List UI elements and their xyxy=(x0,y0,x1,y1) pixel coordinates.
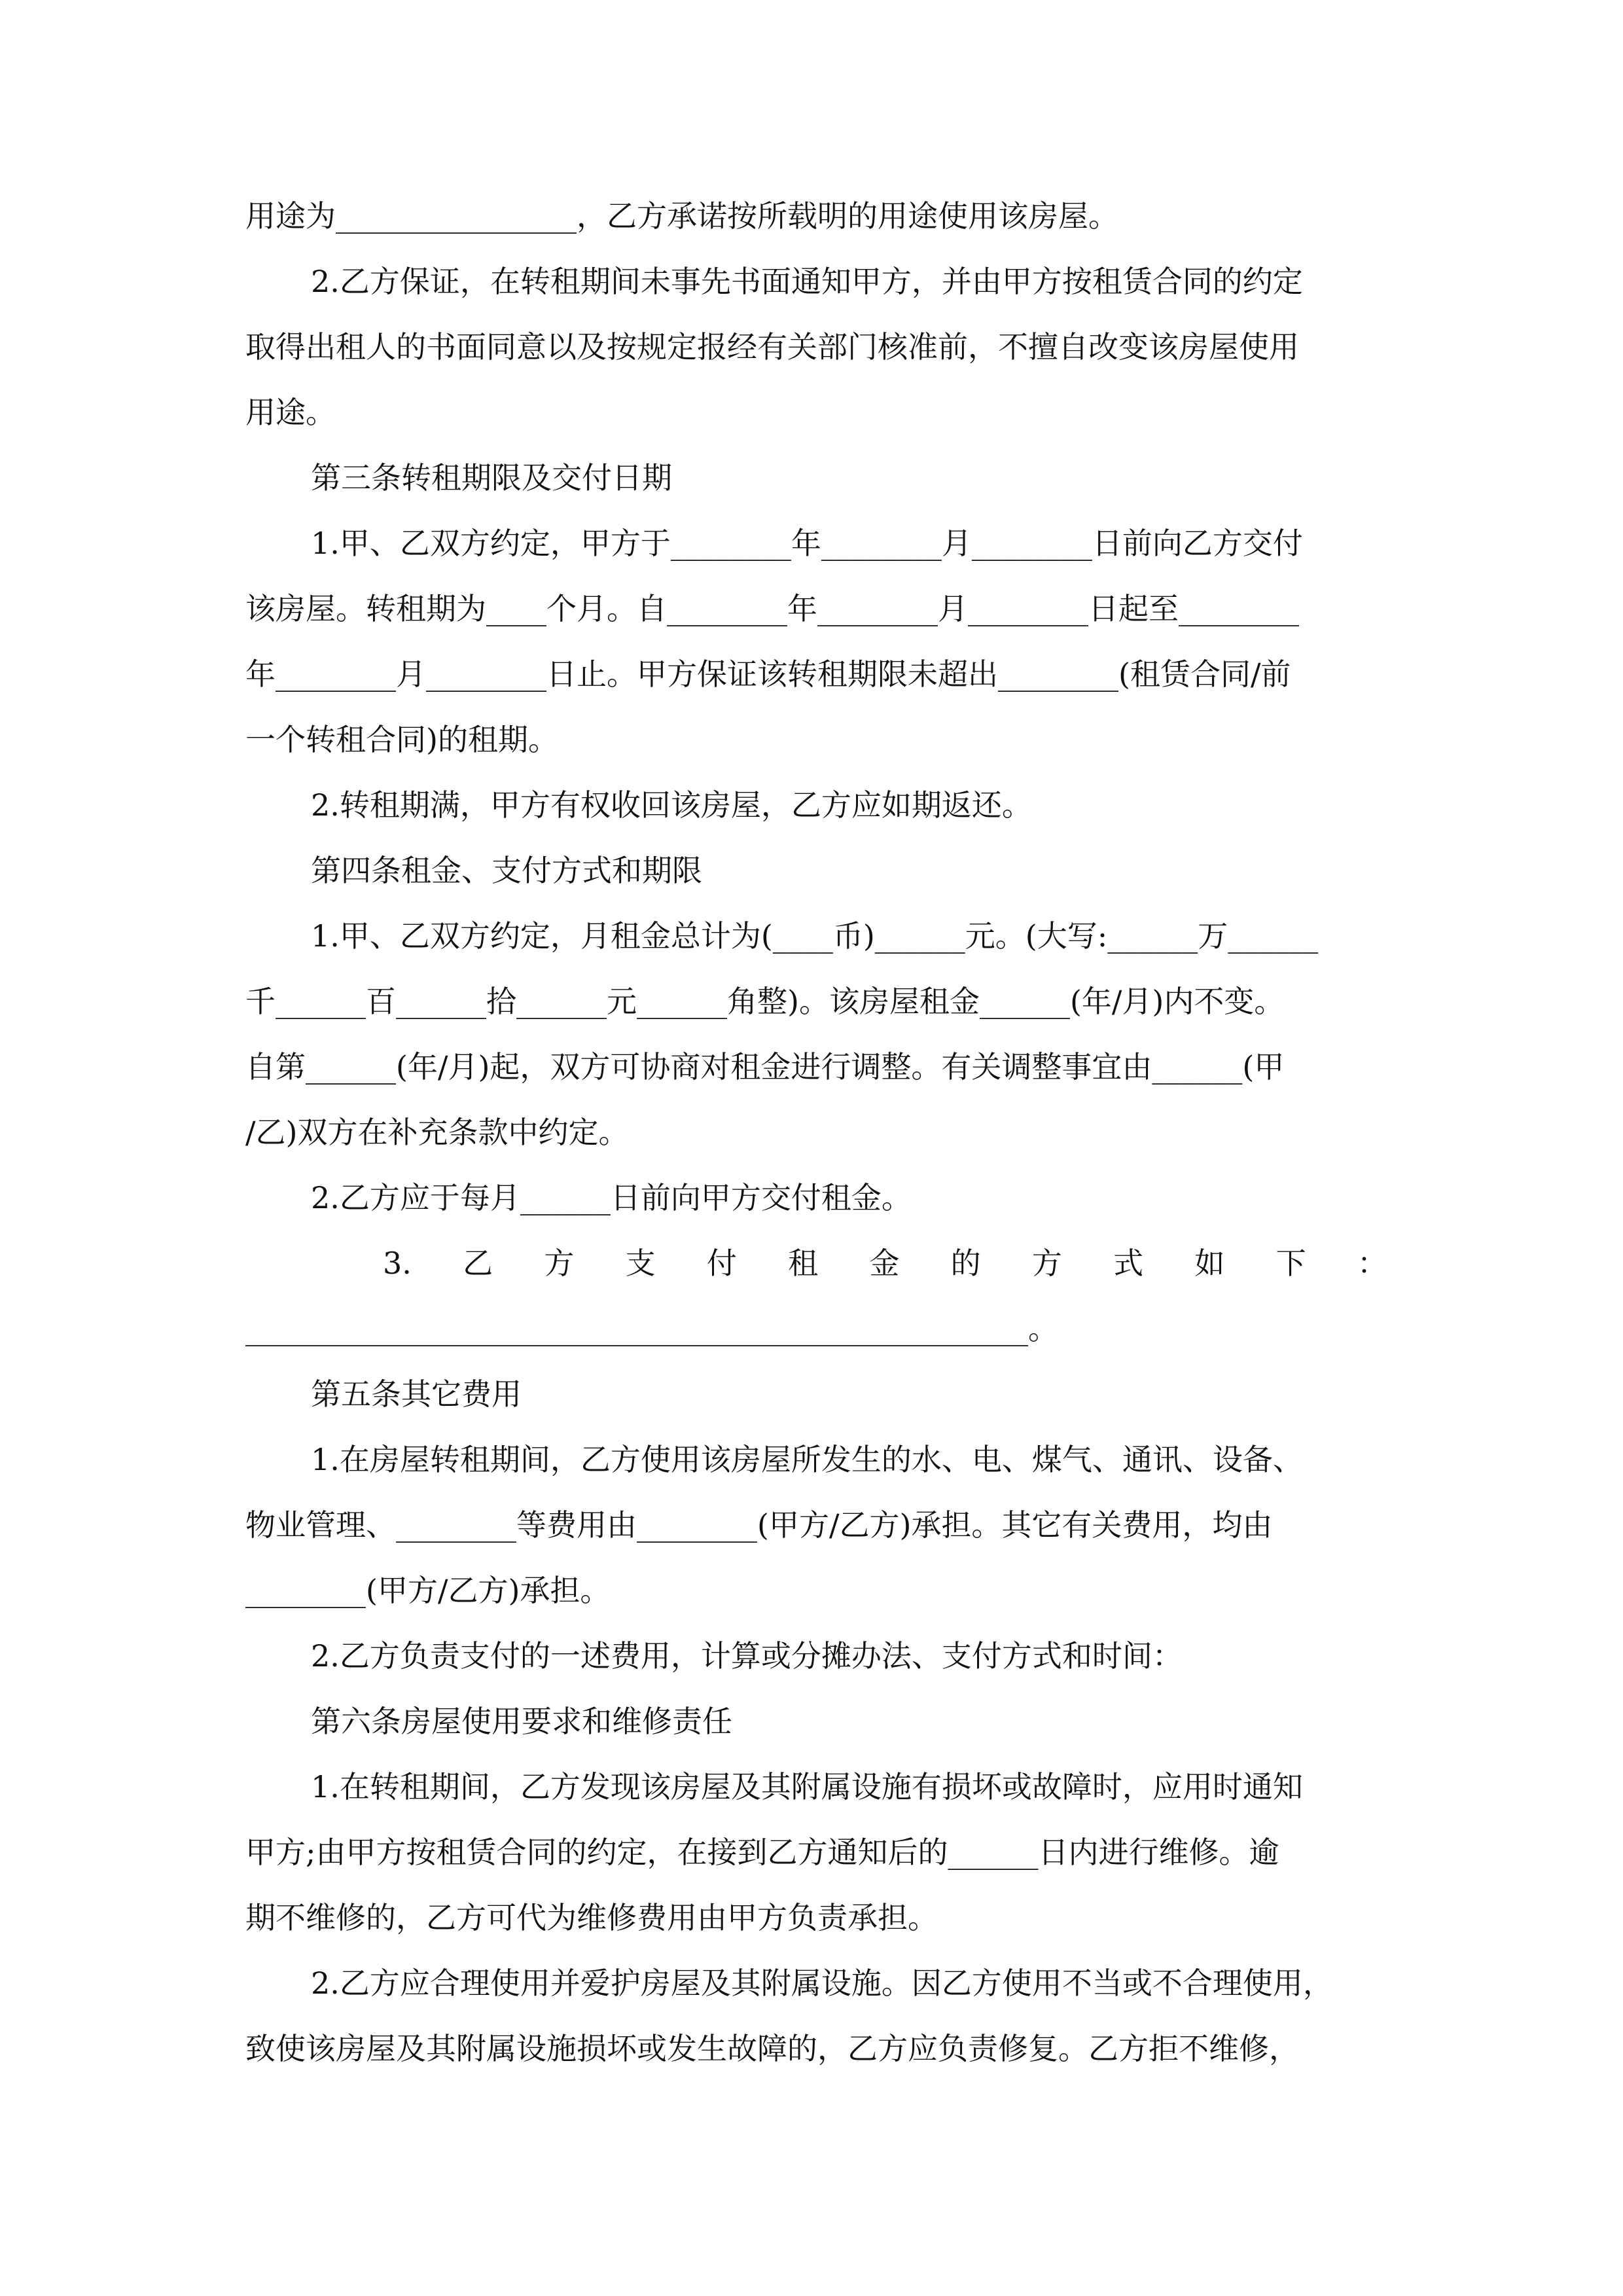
spread-char: 方 xyxy=(1031,1246,1062,1281)
text-line: 期不维修的，乙方可代为维修费用由甲方负责承担。 xyxy=(245,1900,938,1935)
document-page xyxy=(245,183,1387,2081)
spread-char: 支 xyxy=(625,1246,656,1281)
text-line: ________(甲方/乙方)承担。 xyxy=(245,1573,611,1608)
spread-char: 乙 xyxy=(463,1246,493,1281)
text-line: 2.乙方应于每月______日前向甲方交付租金。 xyxy=(311,1180,912,1215)
spread-char: 式 xyxy=(1113,1246,1144,1281)
text-line: 千______百______拾______元______角整)。该房屋租金______(年/月)内不变。 xyxy=(245,984,1285,1019)
text-line: 致使该房屋及其附属设施损坏或发生故障的，乙方应负责修复。乙方拒不维修， xyxy=(245,2031,1299,2066)
text-line: 取得出租人的书面同意以及按规定报经有关部门核准前，不擅自改变该房屋使用 xyxy=(245,329,1299,365)
text-line: 2.乙方保证，在转租期间未事先书面通知甲方，并由甲方按租赁合同的约定 xyxy=(311,264,1303,299)
text-line: 用途为________________，乙方承诺按所载明的用途使用该房屋。 xyxy=(245,198,1118,234)
spread-char: 租 xyxy=(788,1246,819,1281)
spread-char: 付 xyxy=(706,1246,737,1281)
text-line: 用途。 xyxy=(245,395,336,430)
section-heading: 第六条房屋使用要求和维修责任 xyxy=(311,1704,732,1739)
text-line: 1.甲、乙双方约定，月租金总计为(____币)______元。(大写:______万______ xyxy=(311,918,1319,954)
section-heading: 第四条租金、支付方式和期限 xyxy=(311,853,702,888)
text-line: /乙)双方在补充条款中约定。 xyxy=(245,1115,629,1150)
text-line: 1.在房屋转租期间，乙方使用该房屋所发生的水、电、煤气、通讯、设备、 xyxy=(311,1442,1303,1477)
spread-char: 3. xyxy=(383,1246,412,1281)
text-line: 1.在转租期间，乙方发现该房屋及其附属设施有损坏或故障时，应用时通知 xyxy=(311,1769,1303,1804)
text-line: 该房屋。转租期为____个月。自________年________月________日起至________ xyxy=(245,591,1299,626)
text-line: 物业管理、________等费用由________(甲方/乙方)承担。其它有关费用，均由 xyxy=(245,1507,1273,1543)
spread-char: 金 xyxy=(869,1246,900,1281)
text-line: 1.甲、乙双方约定，甲方于________年________月________日前向乙方交付 xyxy=(311,526,1303,561)
text-line: 一个转租合同)的租期。 xyxy=(245,722,558,757)
spread-char: 的 xyxy=(950,1246,981,1281)
text-line: 2.转租期满，甲方有权收回该房屋，乙方应如期返还。 xyxy=(311,787,1032,823)
section-heading: 第三条转租期限及交付日期 xyxy=(311,460,672,495)
text-line: 自第______(年/月)起，双方可协商对租金进行调整。有关调整事宜由______(甲 xyxy=(245,1049,1285,1085)
section-heading: 第五条其它费用 xyxy=(311,1376,522,1412)
text-line: 甲方;由甲方按租赁合同的约定，在接到乙方通知后的______日内进行维修。逾 xyxy=(245,1835,1279,1870)
text-line: 年________月________日止。甲方保证该转租期限未超出________(租赁合同/前 xyxy=(245,656,1291,692)
spread-char: 如 xyxy=(1194,1246,1225,1281)
spread-text-line xyxy=(245,1230,1387,1296)
text-line: 2.乙方负责支付的一述费用，计算或分摊办法、支付方式和时间： xyxy=(311,1638,1183,1674)
spread-char: 方 xyxy=(544,1246,575,1281)
text-line: 2.乙方应合理使用并爱护房屋及其附属设施。因乙方使用不当或不合理使用， xyxy=(311,1965,1333,2001)
text-line: ____________________________________________________。 xyxy=(245,1311,1058,1346)
spread-char: ： xyxy=(1357,1246,1387,1281)
spread-char: 下 xyxy=(1275,1246,1306,1281)
